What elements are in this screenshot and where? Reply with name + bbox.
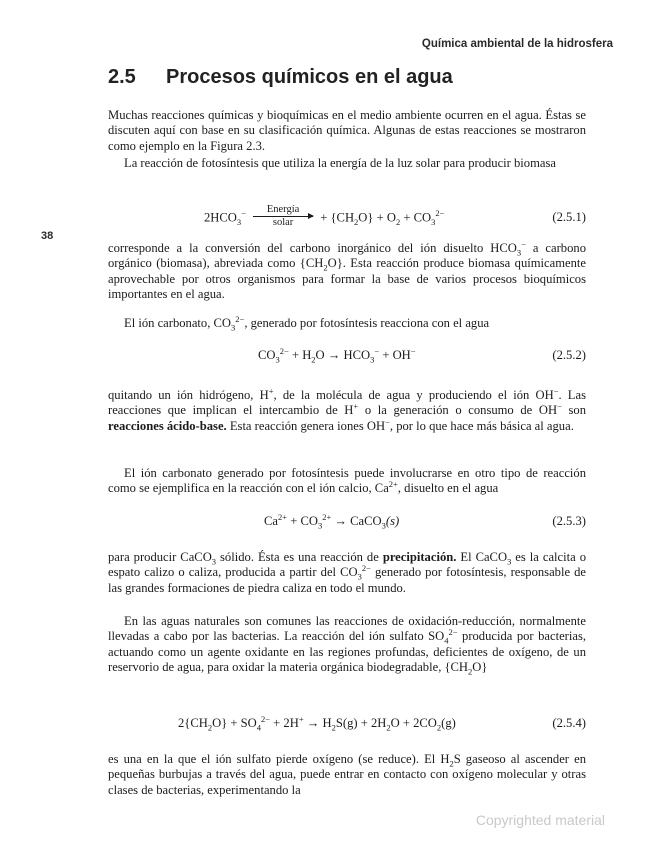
equation-formula: $2\{CH_2O\} + SO_4^{2-} + 2H^+ \to H_2S(g) + 2H_2O + 2CO_2(g)$ bbox=[178, 713, 456, 733]
equation-formula: $Ca^{2+} + CO_3^{2+}$ → CaCO$_3$(s) bbox=[264, 511, 400, 531]
paragraph-carbonate: El ión carbonato, $CO_3^{2-}$, generado por fotosíntesis reacciona con el agua bbox=[124, 313, 490, 333]
section-title: Procesos químicos en el agua bbox=[166, 66, 453, 88]
equation-2-5-1 bbox=[108, 200, 586, 234]
paragraph-precipitation: para producir CaCO$_3$ sólido. Ésta es una reacción de precipitación. El CaCO$_3$ es la calcita o espato calizo o caliza, producida a partir del $CO_3^{2-}$ generado por fotosíntesis, responsable de las grandes formaciones de piedra caliza en todo el mundo. bbox=[108, 550, 587, 595]
page-number: 38 bbox=[41, 230, 54, 242]
paragraph-calcium: El ión carbonato generado por fotosíntesis puede involucrarse en otro tipo de reacción como se ejemplifica en la reacción con el ión calcio, $Ca^{2+}$, disuelto en el agua bbox=[108, 466, 586, 496]
copyright-watermark: Copyrighted material bbox=[475, 812, 605, 828]
equation-number: (2.5.1) bbox=[552, 210, 586, 224]
paragraph-acid-base: quitando un ión hidrógeno, H+, de la molécula de agua y produciendo el ión OH−. Las reacciones que implican el intercambio de H+ o la generación o consumo de OH− son reacciones ácido-base. Esta reacción genera iones OH−, por lo que hace más básica al agua. bbox=[108, 385, 586, 433]
running-header: Química ambiental de la hidrosfera bbox=[421, 38, 613, 50]
paragraph-redox: En las aguas naturales son comunes las reacciones de oxidación-reducción, normalmente llevadas a cabo por las bacterias. La reacción del ión sulfato $SO_4^{2-}$ producida por bacterias, actuando como un agente oxidante en las regiones profundas, deficientes de oxígeno, de un reservorio de agua, para oxidar la materia orgánica biodegradable, $\{CH_2O\}$ bbox=[108, 614, 586, 677]
paragraph-intro: Muchas reacciones químicas y bioquímicas en el medio ambiente ocurren en el agua. Éstas se discuten aquí con base en su clasificación química. Algunas de estas reacciones se mostraron como ejemplo en la Figura 2.3. bbox=[108, 108, 586, 153]
paragraph-sulfate: es una en la que el ión sulfato pierde oxígeno (se reduce). El $H_2S$ gaseoso al ascender en pequeñas burbujas a través del agua, puede entrar en contacto con oxígeno molecular y otras clases de bacterias, experimentando la bbox=[108, 752, 586, 797]
paragraph-photosynthesis: La reacción de fotosíntesis que utiliza la energía de la luz solar para producir biomasa bbox=[124, 156, 556, 170]
equation-formula: $2HCO_3^-$ $\frac{\text{Energía}}{\text{solar}}$ + $\{CH_2O\} + O_2 + CO_3^{2-}$ bbox=[204, 204, 445, 228]
reaction-arrow: $\frac{\text{Energía}}{\text{solar}}$ bbox=[253, 204, 313, 229]
equation-number: (2.5.4) bbox=[552, 716, 586, 730]
section-number: 2.5 bbox=[108, 66, 136, 88]
section-heading bbox=[108, 66, 453, 89]
equation-formula: $CO_3^{2-} + H_2O \to HCO_3^- + OH^-$ bbox=[258, 345, 416, 365]
paragraph-bicarbonate: corresponde a la conversión del carbono inorgánico del ión disuelto $HCO_3^-$ a carbono orgánico (biomasa), abreviada como $\{CH_2O\}$. Esta reacción produce biomasa químicamente aprovechable por otros organismos para formar la base de varios procesos bioquímicos importantes en el agua. bbox=[108, 238, 586, 302]
equation-number: (2.5.3) bbox=[552, 514, 586, 528]
equation-2-5-4 bbox=[108, 712, 586, 738]
equation-number: (2.5.2) bbox=[552, 348, 586, 362]
equation-2-5-2 bbox=[108, 344, 586, 370]
equation-2-5-3 bbox=[108, 510, 586, 536]
